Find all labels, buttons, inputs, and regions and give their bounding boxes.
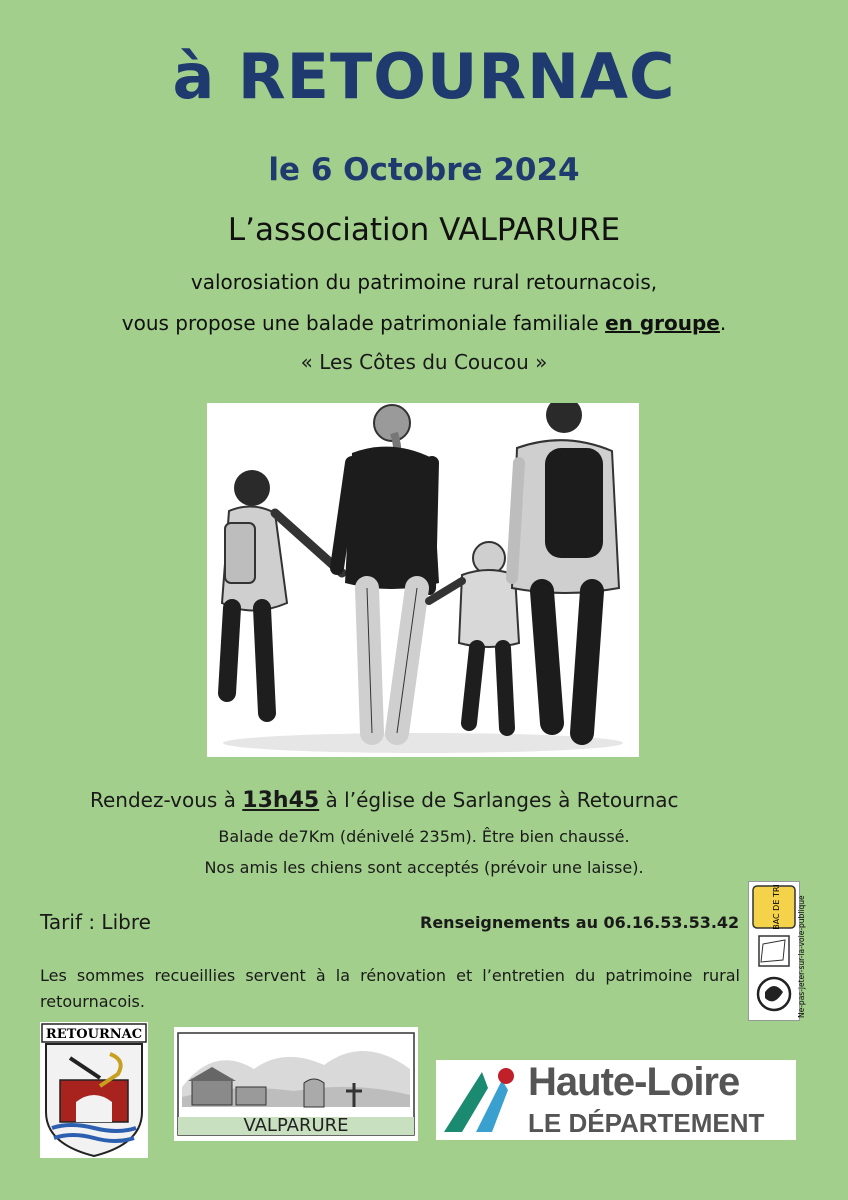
meeting-info	[90, 788, 679, 813]
girl-figure	[222, 470, 342, 713]
page-title: à RETOURNAC	[172, 40, 676, 113]
intro-line-2-prefix: vous propose une balade patrimoniale familiale	[121, 311, 606, 335]
intro-line-2	[0, 311, 848, 335]
walk-details: Balade de7Km (dénivelé 235m). Être bien chaussé.	[218, 827, 630, 846]
haute-loire-subtitle: LE DÉPARTEMENT	[528, 1108, 765, 1138]
meeting-prefix: Rendez-vous à	[90, 788, 243, 812]
woman-figure	[337, 405, 439, 733]
haute-loire-title: Haute-Loire	[528, 1060, 740, 1104]
event-date: le 6 Octobre 2024	[268, 152, 580, 188]
dogs-note: Nos amis les chiens sont acceptés (prévoir une laisse).	[204, 858, 644, 877]
walk-name: « Les Côtes du Coucou »	[300, 350, 548, 374]
funds-note: Les sommes recueillies servent à la rénovation et l’entretien du patrimoine rural retournacois.	[40, 966, 740, 1011]
intro-emphasis: en groupe	[605, 311, 720, 335]
valparure-logo	[174, 1027, 418, 1141]
meeting-time: 13h45	[242, 788, 320, 813]
meeting-place: à l’église de Sarlanges à Retournac	[319, 788, 679, 812]
retournac-crest-logo	[40, 1022, 148, 1158]
recycling-bin-label: BAC DE TRI	[772, 884, 781, 930]
family-walking-illustration	[207, 403, 639, 757]
svg-text:RETOURNAC: RETOURNAC	[45, 1027, 143, 1042]
do-not-litter-text	[790, 880, 812, 1020]
svg-text:Ne-pas-jeter-sur-la-voie-publi: Ne-pas-jeter-sur-la-voie-publique	[797, 895, 806, 1018]
intro-line-1: valorosiation du patrimoine rural retournacois,	[190, 270, 658, 294]
contact-info: Renseignements au 06.16.53.53.42	[420, 913, 740, 932]
boy-figure	[429, 542, 519, 728]
association-name: L’association VALPARURE	[227, 212, 621, 248]
man-figure	[512, 403, 619, 733]
price-info: Tarif : Libre	[40, 910, 151, 934]
svg-text:VALPARURE: VALPARURE	[243, 1115, 349, 1136]
intro-line-2-suffix: .	[719, 311, 727, 335]
